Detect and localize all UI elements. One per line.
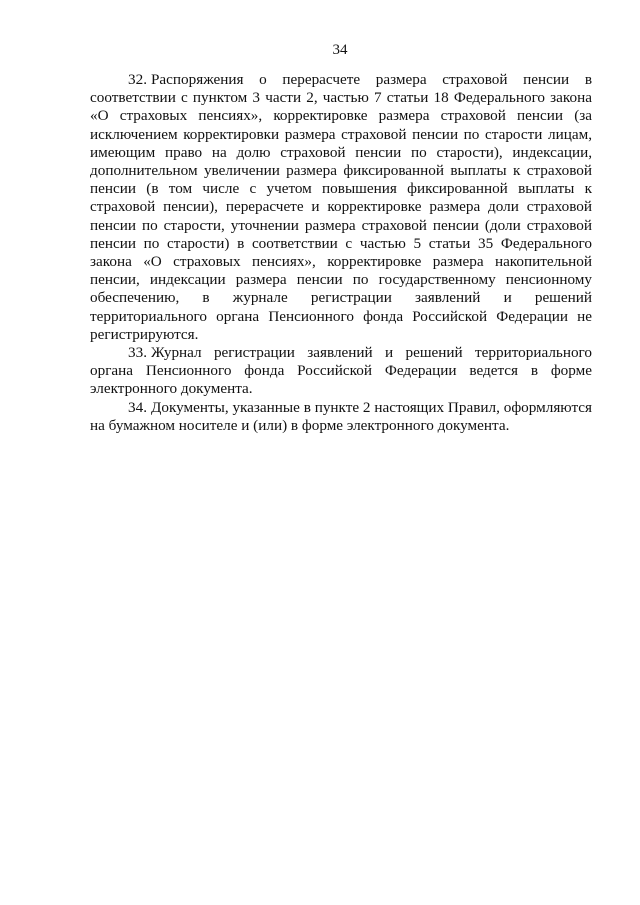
- paragraph-number: 32.: [128, 71, 147, 88]
- paragraph-text: Распоряжения о перерасчете размера страховой пенсии в соответствии с пунктом 3 части 2, частью 7 статьи 18 Федерального закона «О страховых пенсиях», корректировке размера страховой пенсии (за исключением корректировки размера страховой пенсии по старости лицам, имеющим право на долю страховой пенсии по старости), индексации, дополнительном увеличении размера фиксированной выплаты к страховой пенсии (в том числе с учетом повышения фиксированной выплаты к страховой пенсии), перерасчете и корректировке размера доли страховой пенсии по старости, уточнении размера страховой пенсии (доли страховой пенсии по старости) в соответствии с частью 5 статьи 35 Федерального закона «О страховых пенсиях», корректировке размера накопительной пенсии, индексации размера пенсии по государственному пенсионному обеспечению, в журнале регистрации заявлений и решений территориального органа Пенсионного фонда Российской Федерации не регистрируются.: [90, 71, 592, 343]
- paragraph-33: [90, 344, 592, 399]
- paragraph-number: 34.: [128, 398, 147, 416]
- document-body: [90, 71, 592, 435]
- paragraph-32: [90, 71, 592, 344]
- paragraph-text: Журнал регистрации заявлений и решений территориального органа Пенсионного фонда Российской Федерации ведется в форме электронного документа.: [90, 344, 592, 398]
- page-number: 34: [332, 42, 348, 58]
- paragraph-34: [90, 399, 592, 435]
- paragraph-number: 33.: [128, 344, 147, 362]
- paragraph-text: Документы, указанные в пункте 2 настоящих Правил, оформляются на бумажном носителе и (или) в форме электронного документа.: [90, 398, 592, 434]
